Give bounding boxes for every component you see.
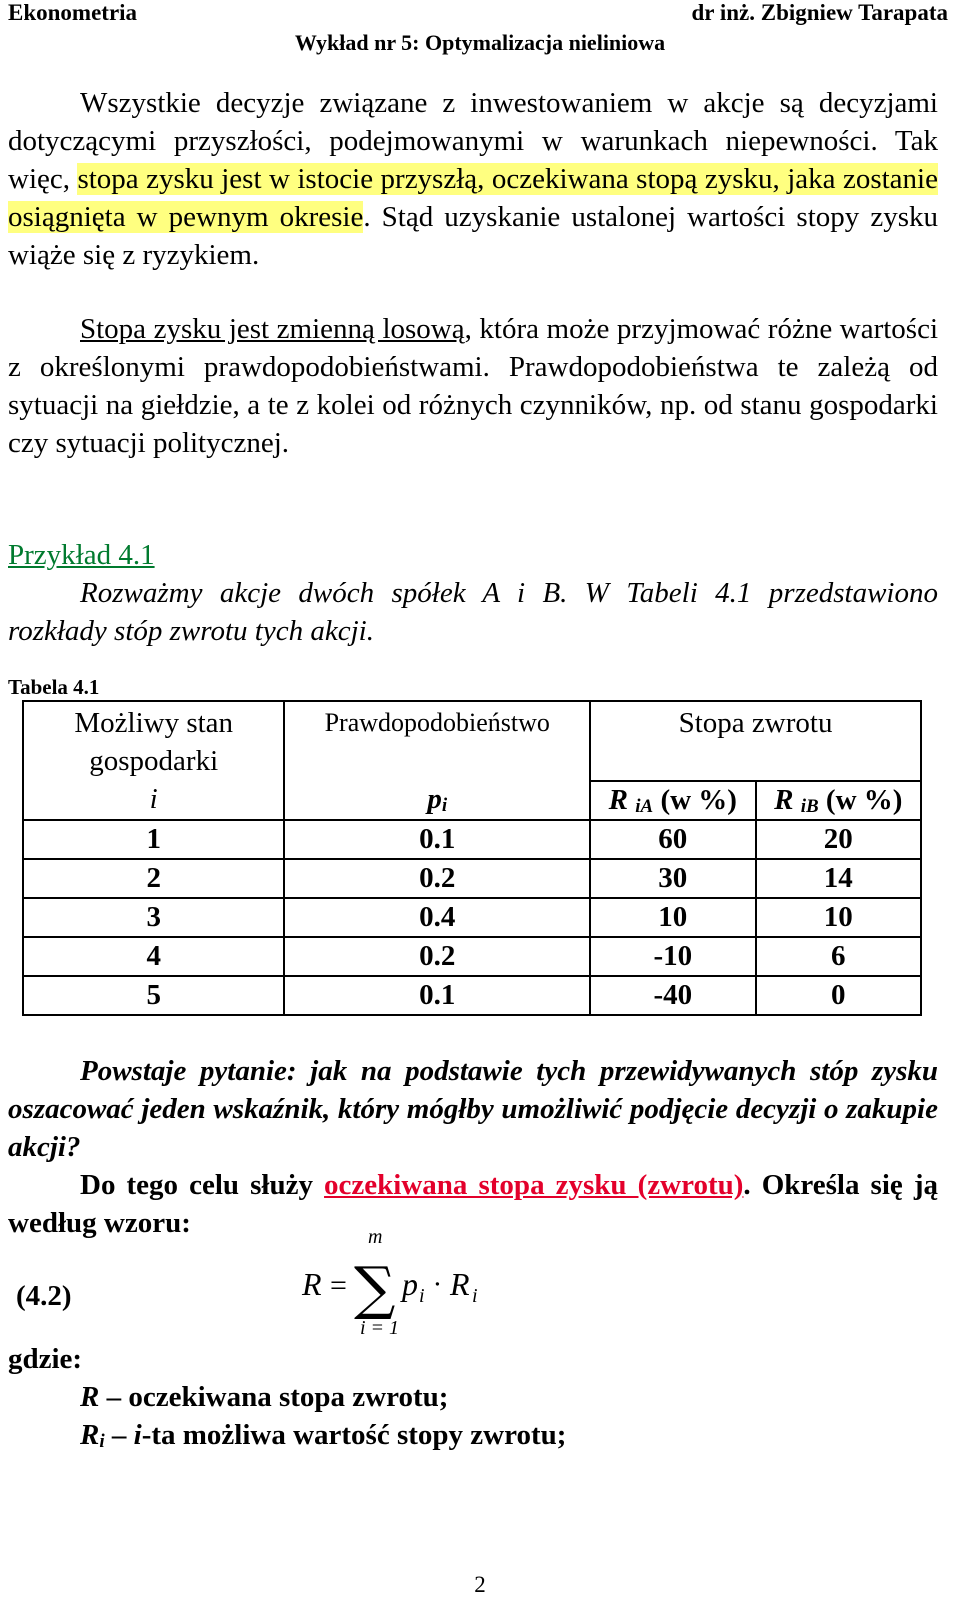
cell-return-a: 60: [590, 820, 755, 859]
formula-number: (4.2): [16, 1280, 72, 1312]
paragraph-question: Powstaje pytanie: jak na podstawie tych przewidywanych stóp zysku oszacować jeden wskaźnik, który mógłby umożliwić podjęcie decyzji o zakupie akcji?: [8, 1055, 938, 1163]
unit-b: (w %): [825, 784, 903, 816]
table-symbol-row: [23, 781, 921, 820]
paragraph-uncertainty: [8, 84, 938, 274]
formula-dot: ⋅: [433, 1270, 442, 1300]
symbol-p: p: [427, 783, 442, 815]
table-caption: Tabela 4.1: [8, 675, 100, 699]
page-number: 2: [474, 1572, 486, 1597]
formula-r: R: [450, 1266, 470, 1302]
table-row: [23, 820, 921, 859]
symbol-i: i: [23, 781, 284, 820]
cell-return-b: 6: [756, 937, 921, 976]
cell-return-a: -40: [590, 976, 755, 1015]
symbol-ria: [590, 781, 755, 820]
cell-probability: 0.1: [284, 976, 590, 1015]
table-row: [23, 937, 921, 976]
paragraph2-text: , która może przyjmować różne wartości z określonymi prawdopodobieństwami. Prawdopodobieństwa te zależą od sytuacji na giełdzie, a te z kolei od różnych czynników, np. od stanu gospodarki czy sytuacji politycznej.: [8, 313, 939, 459]
formula-sum-lower: i = 1: [360, 1317, 400, 1339]
unit-a: (w %): [660, 784, 737, 816]
where-line-r: [80, 1378, 940, 1416]
header-probability: Prawdopodobieństwo: [284, 701, 590, 781]
paragraph1-text-end: . Stąd uzyskanie ustalonej wartości stopy zysku wiąże się z ryzykiem.: [8, 201, 938, 271]
cell-state: 5: [23, 976, 284, 1015]
cell-return-b: 14: [756, 859, 921, 898]
where-r-text: – oczekiwana stopa zwrotu;: [99, 1381, 449, 1413]
symbol-p-sub: i: [441, 795, 448, 816]
cell-return-a: 10: [590, 898, 755, 937]
symbol-r-b: R: [774, 784, 794, 816]
cell-probability: 0.2: [284, 859, 590, 898]
cell-state: 3: [23, 898, 284, 937]
where-r-symbol: R: [80, 1381, 100, 1413]
where-i: i: [133, 1419, 142, 1451]
cell-state: 4: [23, 937, 284, 976]
header-author: dr inż. Zbigniew Tarapata: [691, 0, 948, 25]
returns-table: [22, 700, 922, 1016]
where-line-ri: [80, 1416, 940, 1454]
example-title: Przykład 4.1: [8, 539, 155, 571]
cell-return-b: 10: [756, 898, 921, 937]
where-dash: –: [104, 1419, 134, 1451]
cell-state: 2: [23, 859, 284, 898]
formula-equals: =: [330, 1269, 347, 1302]
expected-return-formula: [300, 1230, 540, 1340]
where-ri-sub: i: [99, 1431, 105, 1452]
formula-sum-upper: m: [368, 1230, 383, 1248]
cell-probability: 0.2: [284, 937, 590, 976]
formula-r-sub: i: [472, 1285, 478, 1307]
header-lecture-title: Wykład nr 5: Optymalizacja nieliniowa: [294, 30, 666, 55]
header-return-rate: Stopa zwrotu: [590, 701, 921, 781]
cell-return-b: 20: [756, 820, 921, 859]
cell-return-a: 30: [590, 859, 755, 898]
paragraph-random-variable: [8, 310, 938, 462]
symbol-r-b-sub: iB: [800, 796, 819, 817]
cell-state: 1: [23, 820, 284, 859]
symbol-pi: [284, 781, 590, 820]
cell-probability: 0.1: [284, 820, 590, 859]
table-row: [23, 859, 921, 898]
header-state: [23, 701, 284, 781]
example-text: Rozważmy akcje dwóch spółek A i B. W Tabeli 4.1 przedstawiono rozkłady stóp zwrotu tych akcji.: [8, 577, 938, 647]
where-label: gdzie:: [8, 1343, 83, 1375]
sigma-icon: ∑: [354, 1254, 396, 1322]
formula-lhs: R: [302, 1266, 322, 1302]
paragraph4-text: Do tego celu służy: [80, 1169, 325, 1201]
symbol-rib: [756, 781, 921, 820]
cell-return-b: 0: [756, 976, 921, 1015]
formula-p: p: [402, 1266, 418, 1302]
expected-return-term: oczekiwana stopa zysku (zwrotu): [324, 1169, 744, 1201]
header-course-title: Ekonometria: [8, 0, 138, 25]
cell-return-a: -10: [590, 937, 755, 976]
symbol-r-a: R: [608, 784, 628, 816]
symbol-r-a-sub: iA: [635, 796, 654, 817]
cell-probability: 0.4: [284, 898, 590, 937]
paragraph4-text-end: . Określa się ją według wzoru:: [8, 1169, 939, 1239]
where-ri-symbol: R: [80, 1419, 100, 1451]
header-state-line1: Możliwy stan: [74, 707, 234, 739]
table-row: [23, 976, 921, 1015]
table-row: [23, 898, 921, 937]
paragraph1-text: Wszystkie decyzje związane z inwestowaniem w akcje są decyzjami dotyczącymi przyszłości, podejmowanymi w warunkach niepewności. Tak więc,: [8, 87, 938, 195]
where-ri-text: -ta możliwa wartość stopy zwrotu;: [141, 1419, 567, 1451]
example-heading: [8, 536, 938, 574]
highlighted-definition: stopa zysku jest w istocie przyszłą, oczekiwana stopą zysku, jaka zostanie osiągnięta w pewnym okresie: [8, 163, 938, 233]
underlined-random-variable: Stopa zysku jest zmienną losową: [80, 313, 465, 345]
formula-p-sub: i: [419, 1285, 425, 1307]
table-header-row: [23, 701, 921, 781]
header-state-line2: gospodarki: [89, 745, 219, 777]
